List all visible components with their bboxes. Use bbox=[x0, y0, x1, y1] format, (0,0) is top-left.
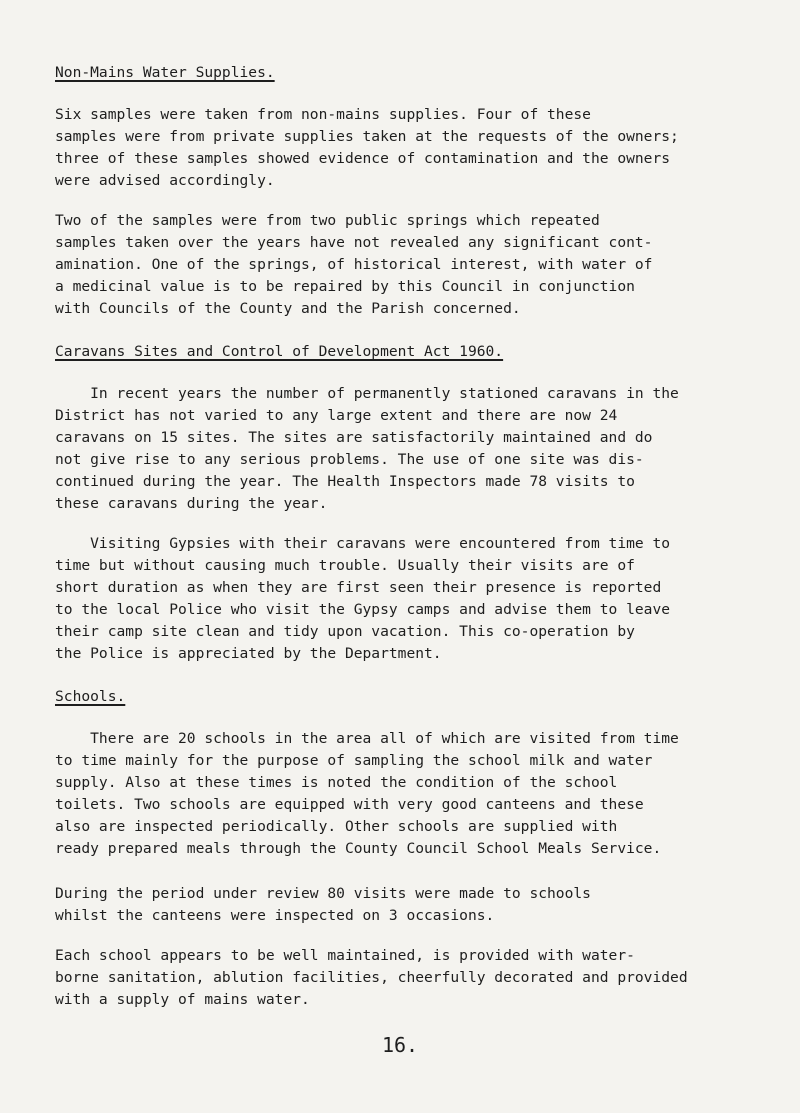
paragraph-schools-review-period: During the period under review 80 visits were made to schools whilst the canteens were inspected on 3 occasions. bbox=[55, 885, 591, 924]
heading-non-mains-water-supplies: Non-Mains Water Supplies. bbox=[55, 64, 275, 81]
page-number: 16. bbox=[381, 1033, 419, 1057]
paragraph-permanent-caravans: In recent years the number of permanently stationed caravans in the District has not varied to any large extent and there are now 24 caravans on 15 sites. The sites are satisfactorily maintained and do not give rise to any serious problems. The use of one site was dis- continued during the year. The Health Inspectors made 78 visits to these caravans during the year. bbox=[55, 385, 679, 512]
paragraph-non-mains-samples: Six samples were taken from non-mains supplies. Four of these samples were from private supplies taken at the requests of the owners; three of these samples showed evidence of contamination and the owners were advised accordingly. bbox=[55, 106, 679, 189]
heading-schools: Schools. bbox=[55, 688, 126, 705]
heading-caravan-sites: Caravans Sites and Control of Development Act 1960. bbox=[55, 343, 504, 360]
paragraph-public-springs: Two of the samples were from two public springs which repeated samples taken over the years have not revealed any significant cont- amination. One of the springs, of historical interest, with water of a medicinal value is to be repaired by this Council in conjunction with Councils of the County and the Parish concerned. bbox=[55, 212, 653, 317]
paragraph-schools-visited: There are 20 schools in the area all of which are visited from time to time mainly for the purpose of sampling the school milk and water supply. Also at these times is noted the condition of the school toilets. Two schools are equipped with very good canteens and these also are inspected periodically. Other schools are supplied with ready prepared meals through the County Council School Meals Service. bbox=[55, 730, 679, 857]
paragraph-schools-maintenance: Each school appears to be well maintained, is provided with water- borne sanitation, ablution facilities, cheerfully decorated and provided with a supply of mains water. bbox=[55, 947, 688, 1008]
paragraph-visiting-gypsies: Visiting Gypsies with their caravans were encountered from time to time but without causing much trouble. Usually their visits are of short duration as when they are first seen their presence is reported to the local Police who visit the Gypsy camps and advise them to leave their camp site clean and tidy upon vacation. This co-operation by the Police is appreciated by the Department. bbox=[55, 535, 671, 662]
